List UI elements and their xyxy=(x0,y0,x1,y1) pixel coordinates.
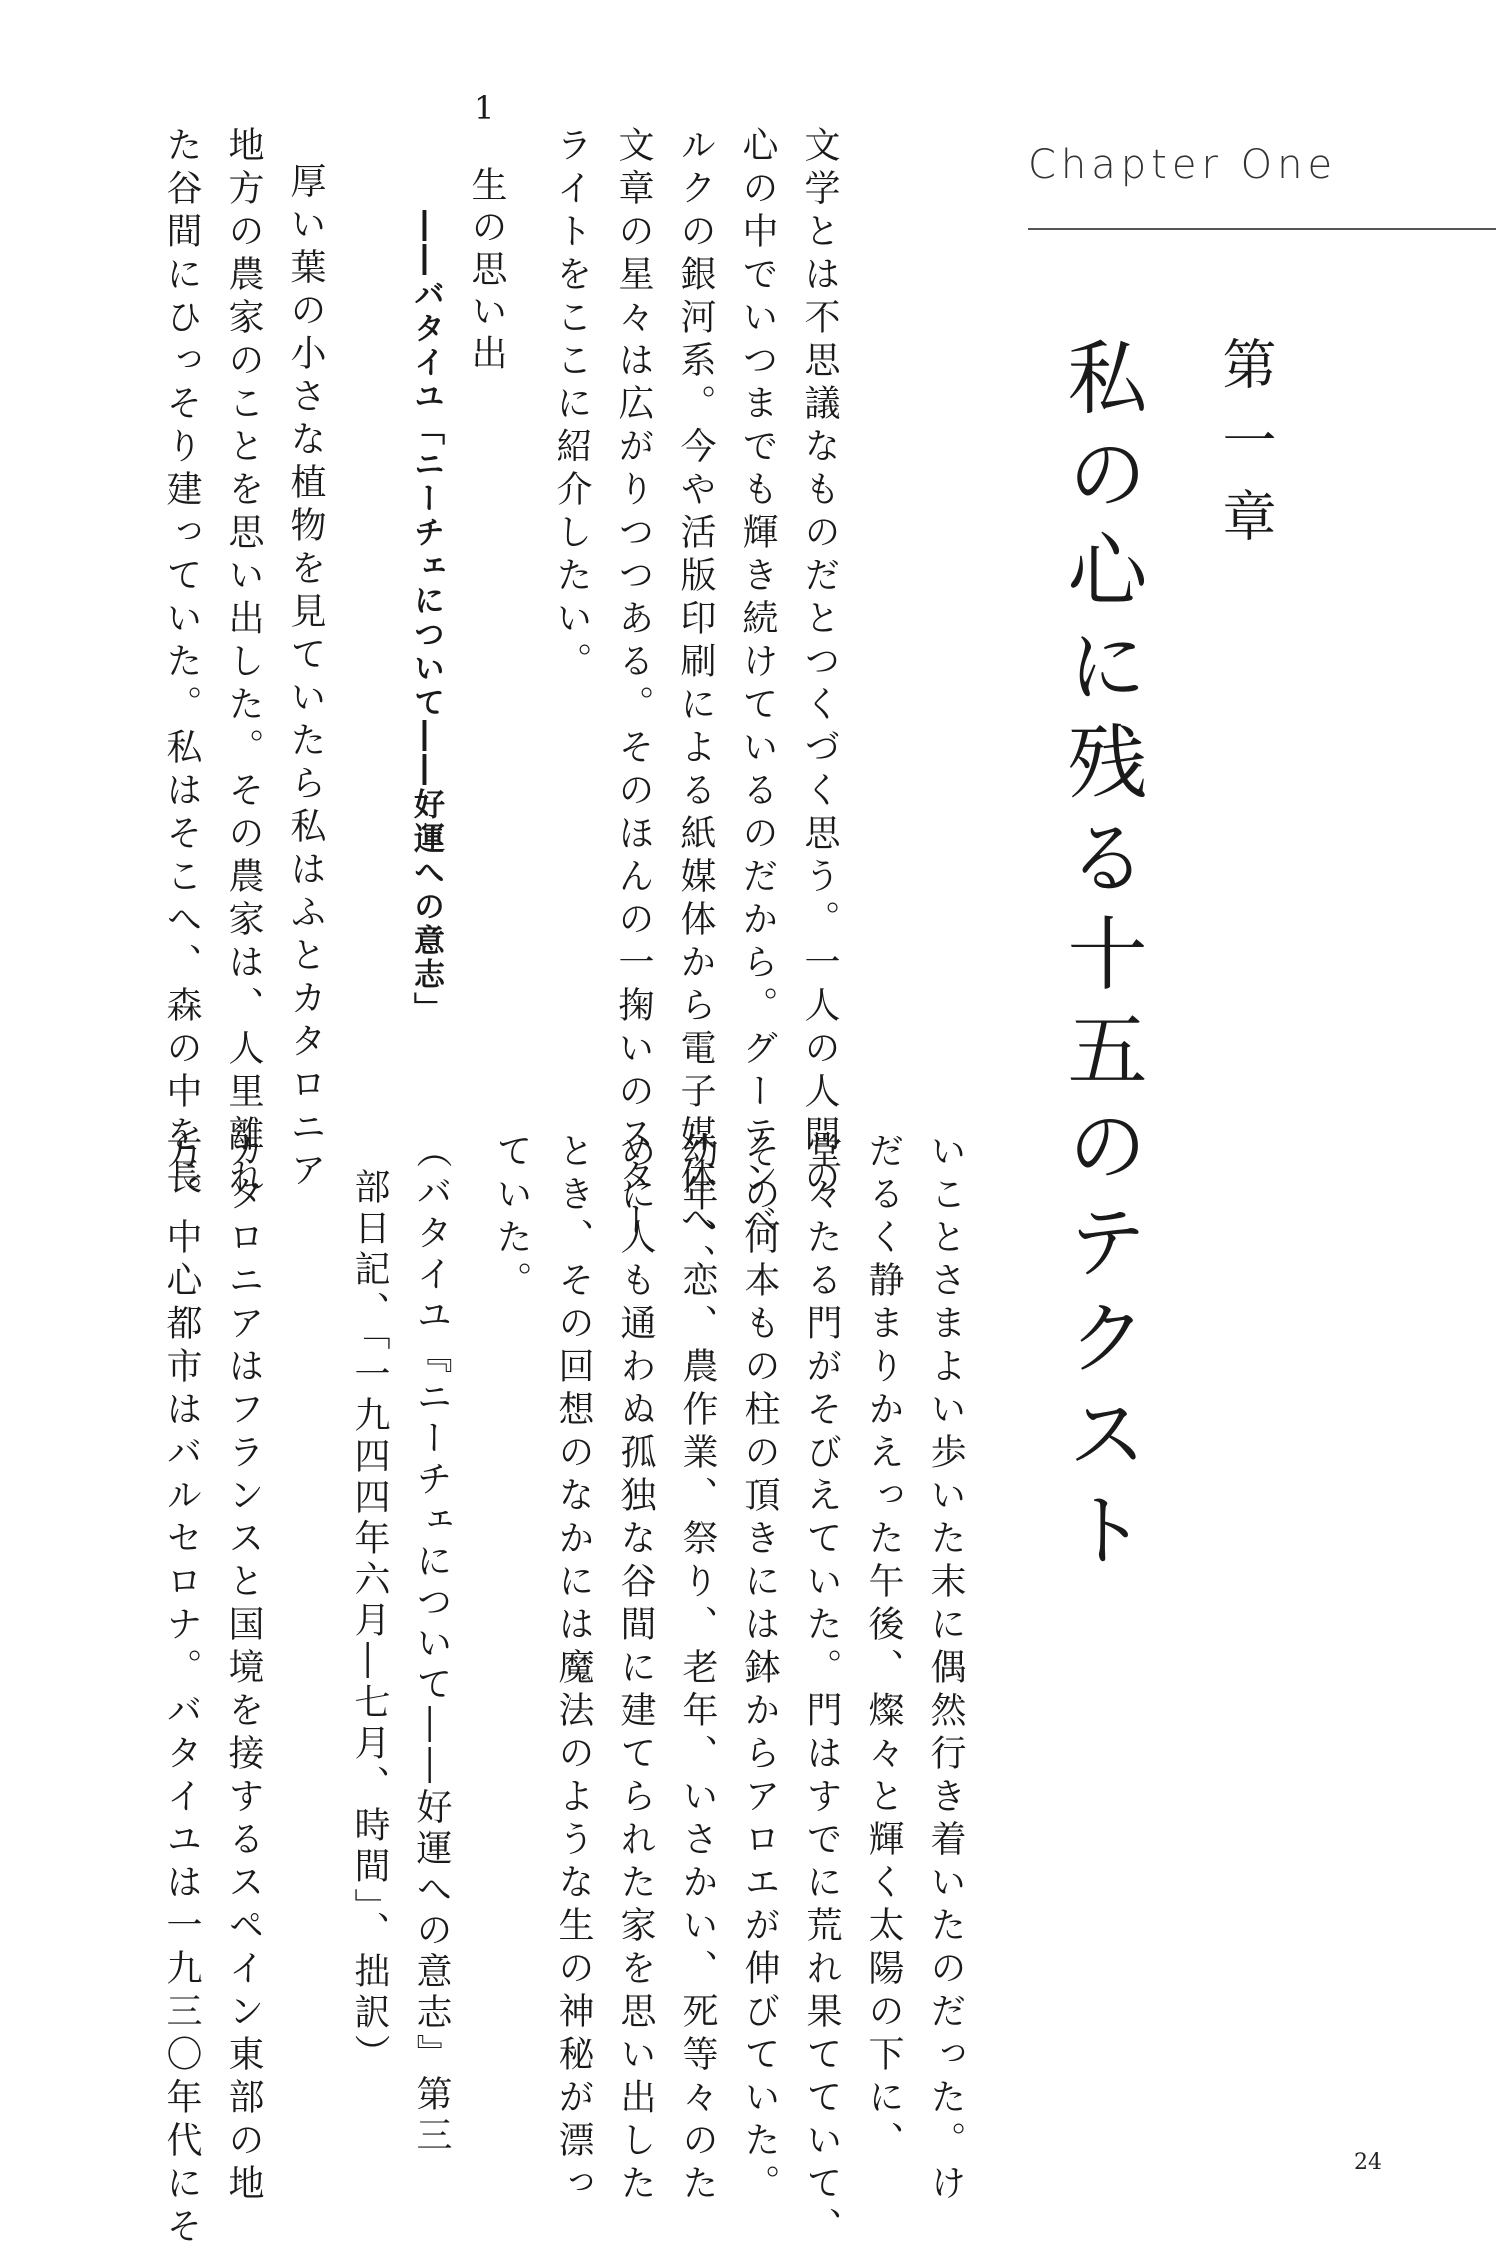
body-line: 厚い葉の小さな植物を見ていたら私はふとカタロニア xyxy=(285,162,326,1194)
body-line: めに人も通わぬ孤独な谷間に建てられた家を思い出した xyxy=(615,1132,656,2207)
intro-line: ルクの銀河系。今や活版印刷による紙媒体から電子媒体へ、 xyxy=(675,126,716,1287)
page-number: 24 xyxy=(1354,2150,1382,2175)
body-line: ていた。 xyxy=(491,1132,532,1304)
chapter-number: 第一章 xyxy=(1214,336,1277,564)
intro-line: 心の中でいつまでも輝き続けているのだから。グーテンベ xyxy=(737,126,778,1244)
intro-paragraph xyxy=(540,126,850,1287)
section-number: 1 xyxy=(474,89,495,127)
body-line: 幼年、恋、農作業、祭り、老年、いさかい、死等々のた xyxy=(677,1132,718,2207)
intro-line: ライトをここに紹介したい。 xyxy=(551,126,592,685)
citation-line: 部日記、「一九四四年六月―七月、時間」、拙訳） xyxy=(349,1168,390,2075)
body-paragraph-after xyxy=(150,1132,274,2250)
intro-line: 文章の星々は広がりつつある。そのほんの一掬いのスター xyxy=(613,126,654,1244)
body-line: だるく静まりかえった午後、燦々と輝く太陽の下に、 xyxy=(863,1132,904,2164)
intro-line: 文学とは不思議なものだとつくづく思う。一人の人間の xyxy=(799,126,840,1201)
body-paragraph-upper xyxy=(150,126,336,1201)
body-line: カタロニアはフランスと国境を接するスペイン東部の地 xyxy=(223,1132,264,2207)
section-title: 生の思い出 xyxy=(466,166,507,376)
citation-line: （バタイユ『ニーチェについて――好運への意志』第三 xyxy=(411,1132,452,2157)
chapter-divider xyxy=(1028,228,1496,230)
body-line: その何本もの柱の頂きには鉢からアロエが伸びていた。 xyxy=(739,1132,780,2207)
body-line: た谷間にひっそり建っていた。私はそこへ、森の中を長 xyxy=(161,126,202,1201)
body-line: 地方の農家のことを思い出した。その農家は、人里離れ xyxy=(223,126,264,1201)
body-line: とき、その回想のなかには魔法のような生の神秘が漂っ xyxy=(553,1132,594,2207)
body-paragraph-lower xyxy=(480,1132,976,2250)
chapter-label-en: Chapter One xyxy=(1028,142,1338,188)
body-line: 堂々たる門がそびえていた。門はすでに荒れ果てていて、 xyxy=(801,1132,842,2250)
body-line: いことさまよい歩いた末に偶然行き着いたのだった。け xyxy=(925,1132,966,2207)
citation xyxy=(338,1132,462,2157)
body-line: 方。中心都市はバルセロナ。バタイユは一九三〇年代にそ xyxy=(161,1132,202,2250)
chapter-title: 私の心に残る十五のテクスト xyxy=(1054,336,1147,1584)
section-epigraph: ――バタイユ「ニーチェについて――好運への意志」 xyxy=(408,210,444,1026)
